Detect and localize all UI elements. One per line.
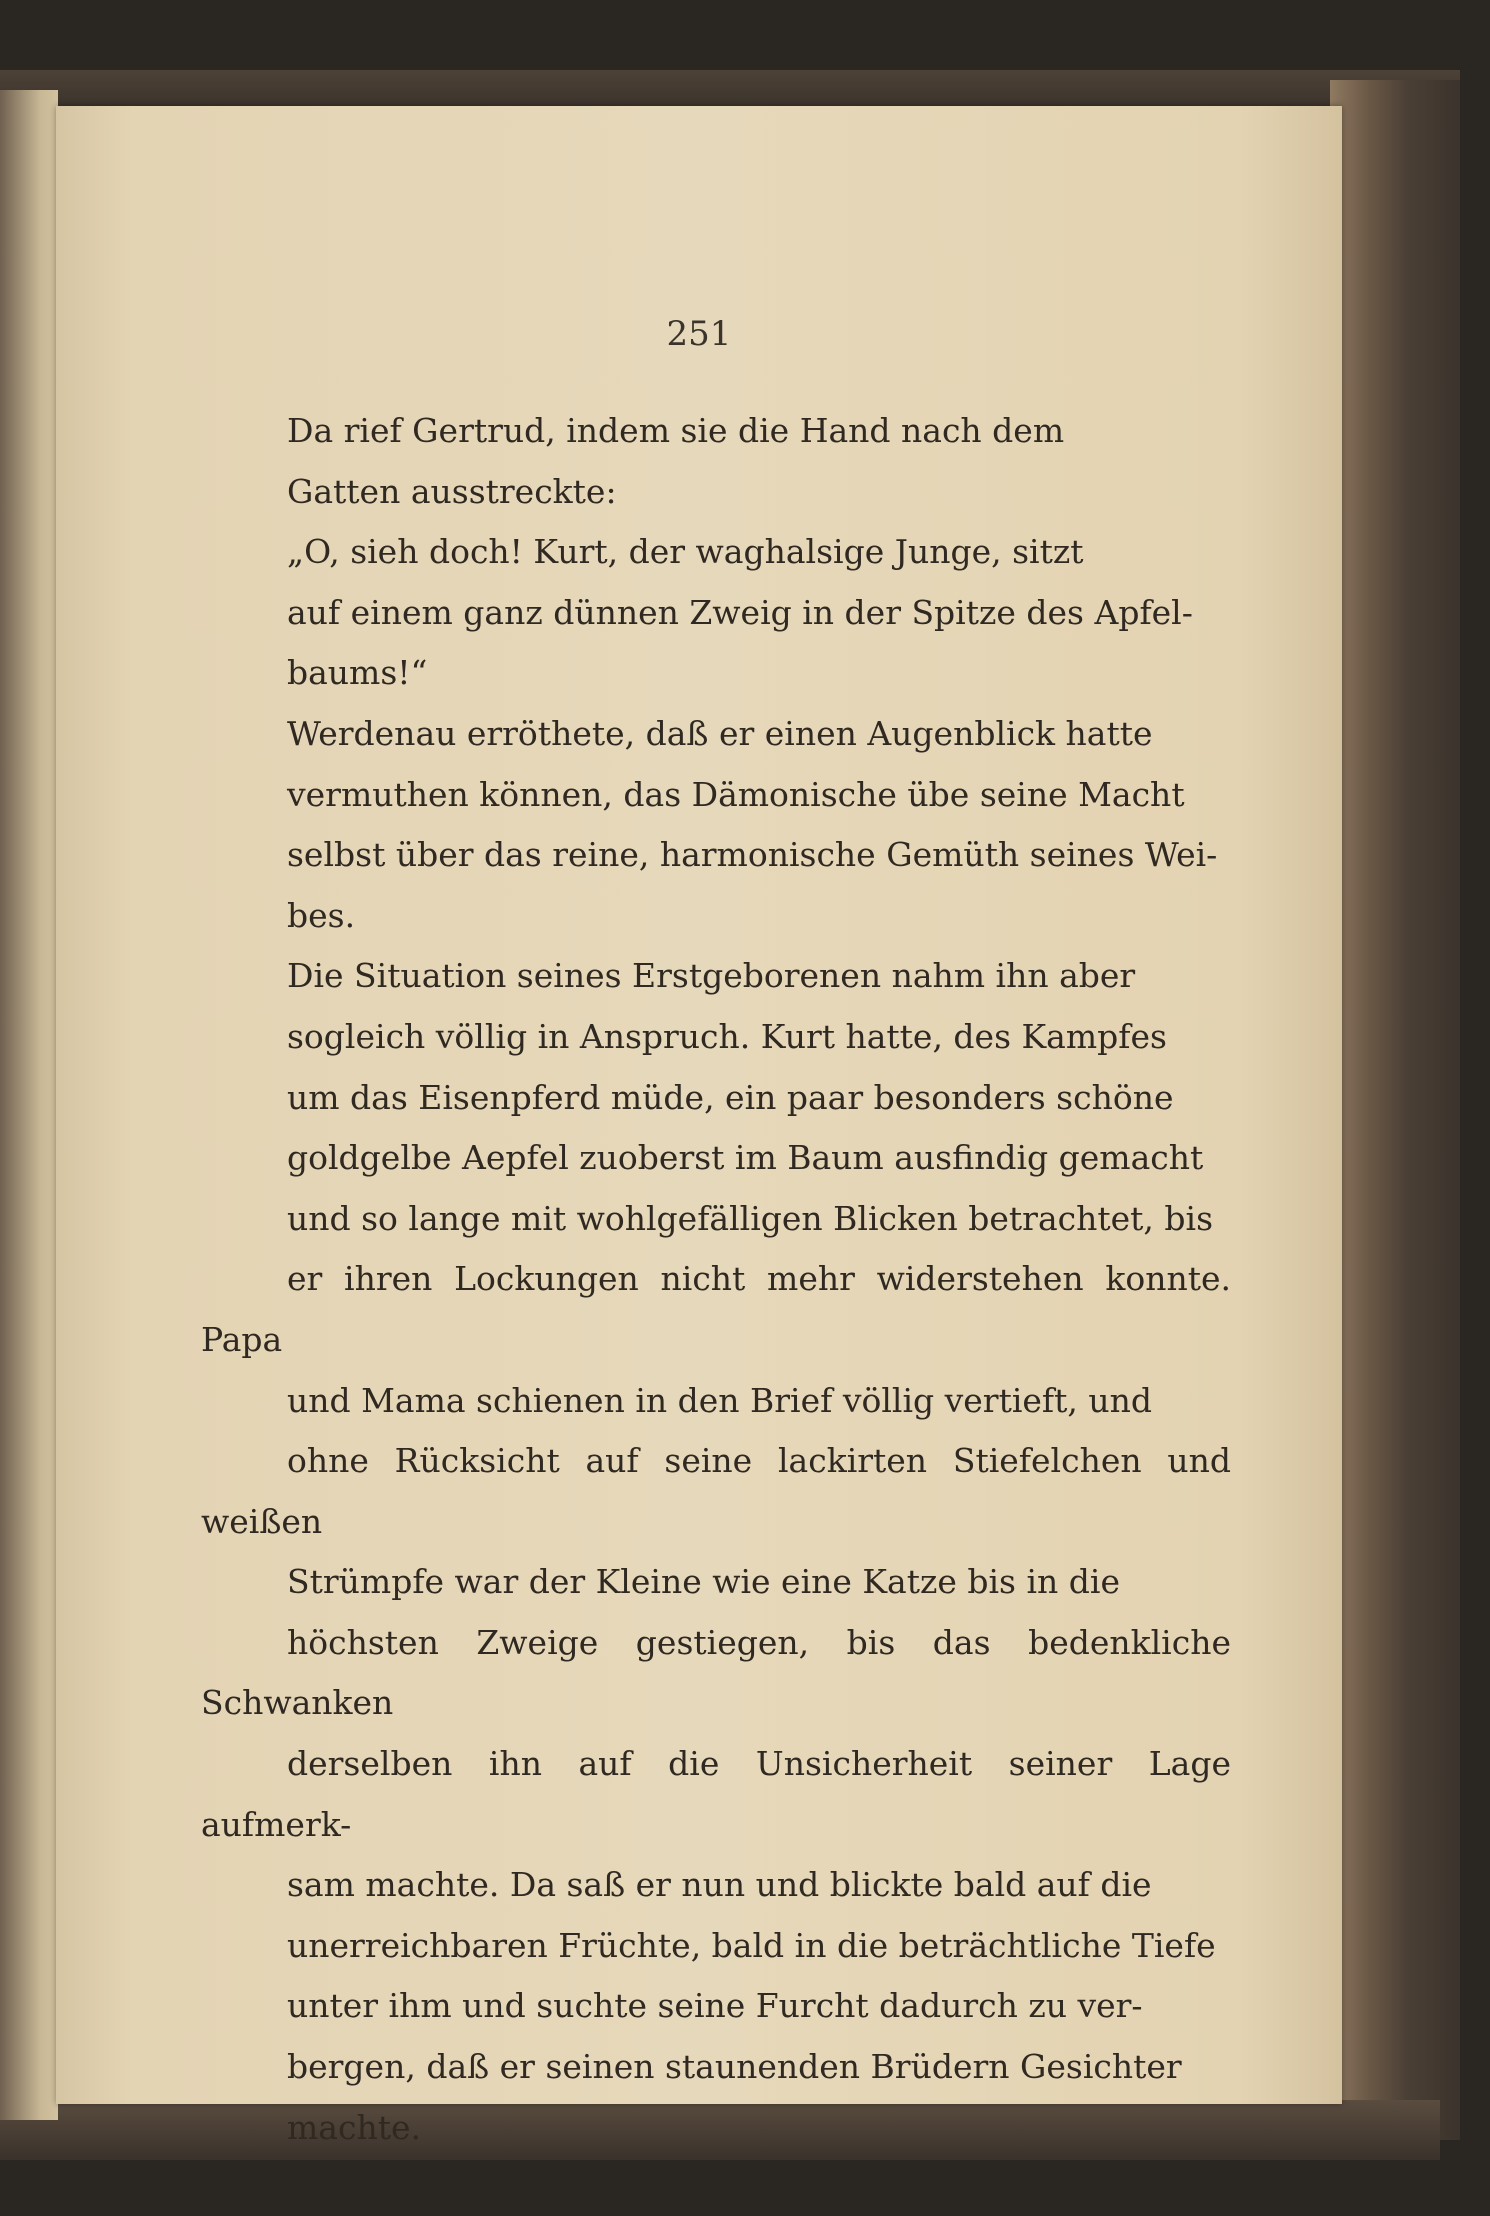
text-line: Da rief Gertrud, indem sie die Hand nach dem — [287, 411, 1065, 450]
text-line: höchsten Zweige gestiegen, bis das bedenkliche Schwanken — [201, 1622, 1231, 1723]
facing-page-edge — [0, 90, 58, 2120]
text-line: baums!“ — [287, 653, 428, 693]
text-line: Die Situation seines Erstgeborenen nahm ihn aber — [287, 956, 1136, 996]
paragraph-1 — [201, 401, 1231, 522]
text-line: Gatten ausstreckte: — [287, 471, 617, 511]
text-line: sogleich völlig in Anspruch. Kurt hatte, des Kampfes — [287, 1016, 1167, 1056]
text-line: um das Eisenpferd müde, ein paar besonders schöne — [287, 1077, 1174, 1117]
text-line: derselben ihn auf die Unsicherheit seiner Lage aufmerk- — [201, 1744, 1231, 1844]
text-line: goldgelbe Aepfel zuoberst im Baum ausfindig gemacht — [287, 1138, 1204, 1178]
text-line: vermuthen können, das Dämonische übe seine Macht — [287, 774, 1185, 814]
paragraph-2 — [201, 522, 1231, 704]
text-line: machte. — [287, 2107, 421, 2147]
text-line: und Mama schienen in den Brief völlig vertieft, und — [287, 1380, 1152, 1420]
text-line: er ihren Lockungen nicht mehr widerstehen konnte. Papa — [201, 1259, 1231, 1359]
text-line: bes. — [287, 895, 356, 935]
book-page — [56, 106, 1342, 2147]
text-line: auf einem ganz dünnen Zweig in der Spitze des Apfel- — [287, 592, 1193, 632]
paragraph-4 — [201, 946, 1231, 2158]
text-line: sam machte. Da saß er nun und blickte bald auf die — [287, 1865, 1152, 1905]
book-cover-right-edge — [1330, 80, 1460, 2140]
page-body-text — [201, 401, 1231, 2158]
paragraph-3 — [201, 704, 1231, 946]
text-line: ohne Rücksicht auf seine lackirten Stiefelchen und weißen — [201, 1441, 1231, 1541]
text-line: Werdenau erröthete, daß er einen Augenblick hatte — [287, 713, 1153, 753]
page-number: 251 — [666, 314, 732, 354]
text-line: unerreichbaren Früchte, bald in die beträchtliche Tiefe — [287, 1925, 1216, 1965]
text-line: und so lange mit wohlgefälligen Blicken betrachtet, bis — [287, 1198, 1214, 1238]
text-line: bergen, daß er seinen staunenden Brüdern Gesichter — [287, 2047, 1182, 2087]
text-line: „O, sieh doch! Kurt, der waghalsige Junge, sitzt — [287, 532, 1084, 572]
text-line: unter ihm und suchte seine Furcht dadurch zu ver- — [287, 1986, 1143, 2026]
book-cover-top-edge — [0, 70, 1460, 110]
text-line: selbst über das reine, harmonische Gemüth seines Wei- — [287, 835, 1218, 875]
text-line: Strümpfe war der Kleine wie eine Katze bis in die — [287, 1562, 1120, 1602]
